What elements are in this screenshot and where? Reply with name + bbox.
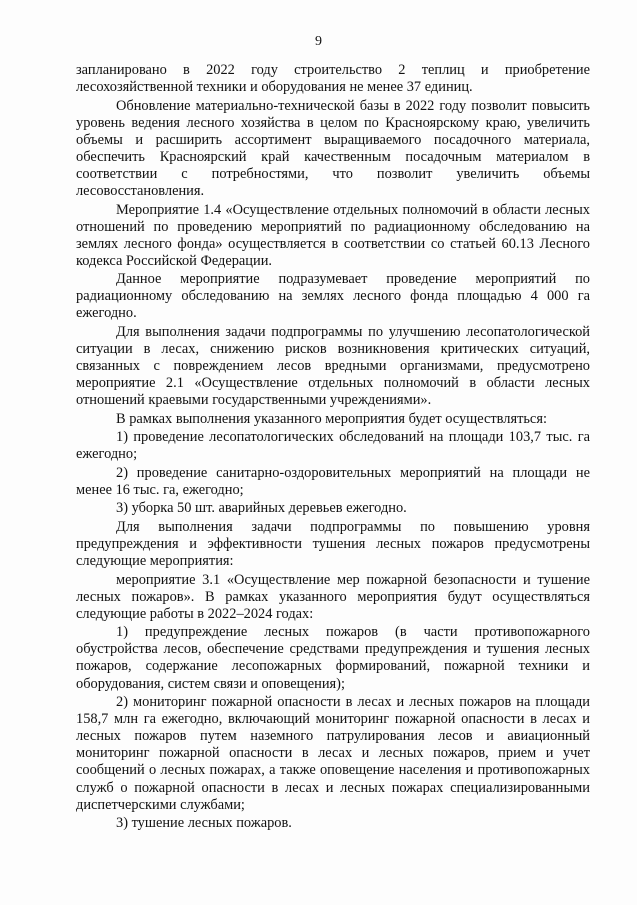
paragraph-measure-2-1: Для выполнения задачи подпрограммы по улучшению лесопатологической ситуации в лесах, снижению рисков возникновения критических ситуаций, связанных с повреждением лесов вредными организмами, предусмотрено мероприятие 2.1 «Осуществление отдельных полномочий в области лесных отношений краевыми государственными учреждениями».: [76, 323, 590, 409]
list-item-fire-prevention: 1) предупреждение лесных пожаров (в части противопожарного обустройства лесов, обеспечение средствами предупреждения и тушения лесных пожаров, содержание лесопожарных формирований, пожарной техники и оборудования, систем связи и оповещения);: [76, 624, 590, 692]
paragraph-continuation: запланировано в 2022 году строительство 2 теплиц и приобретение лесохозяйственной техники и оборудования не менее 37 единиц.: [76, 62, 590, 96]
list-item-fire-monitoring: 2) мониторинг пожарной опасности в лесах и лесных пожаров на площади 158,7 млн га ежегодно, включающий мониторинг пожарной опасности в лесах и лесных пожаров путем наземного патрулирования лесов и авиационный мониторинг пожарной опасности в лесах и лесных пожаров, прием и учет сообщений о лесных пожарах, а также оповещение населения и противопожарных служб о пожарной опасности в лесах и лесных пожарах специализированными диспетчерскими службами;: [76, 694, 590, 813]
page-number: 9: [315, 34, 322, 49]
paragraph-material-base: Обновление материально-технической базы в 2022 году позволит повысить уровень ведения лесного хозяйства в целом по Красноярскому краю, увеличить объемы и расширить ассортимент выращиваемого посадочного материала, обеспечить Красноярский край качественным посадочным материалом в соответствии с потребностями, что позволит увеличить объемы лесовосстановления.: [76, 97, 590, 200]
paragraph-measure-3-1: мероприятие 3.1 «Осуществление мер пожарной безопасности и тушение лесных пожаров». В рамках указанного мероприятия будут осуществляться следующие работы в 2022–2024 годах:: [76, 571, 590, 622]
paragraph-fire-prevention-task: Для выполнения задачи подпрограммы по повышению уровня предупреждения и эффективности тушения лесных пожаров предусмотрены следующие мероприятия:: [76, 518, 590, 570]
paragraph-measure-1-4: Мероприятие 1.4 «Осуществление отдельных полномочий в области лесных отношений по проведению мероприятий по радиационному обследованию на землях лесного фонда» осуществляется в соответствии со статьей 60.13 Лесного кодекса Российской Федерации.: [76, 201, 590, 269]
list-item-sanitary-measures: 2) проведение санитарно-оздоровительных мероприятий на площади не менее 16 тыс. га, ежегодно;: [76, 464, 590, 498]
paragraph-measure-2-1-intro: В рамках выполнения указанного мероприятия будет осуществляться:: [116, 410, 547, 427]
list-item-fire-suppression: 3) тушение лесных пожаров.: [116, 815, 292, 832]
document-body: [76, 62, 590, 834]
list-item-pathology-surveys: 1) проведение лесопатологических обследований на площади 103,7 тыс. га ежегодно;: [76, 429, 590, 463]
paragraph-radiation-survey: Данное мероприятие подразумевает проведение мероприятий по радиационному обследованию на землях лесного фонда площадью 4 000 га ежегодно.: [76, 271, 590, 322]
list-item-tree-removal: 3) уборка 50 шт. аварийных деревьев ежегодно.: [116, 500, 407, 517]
